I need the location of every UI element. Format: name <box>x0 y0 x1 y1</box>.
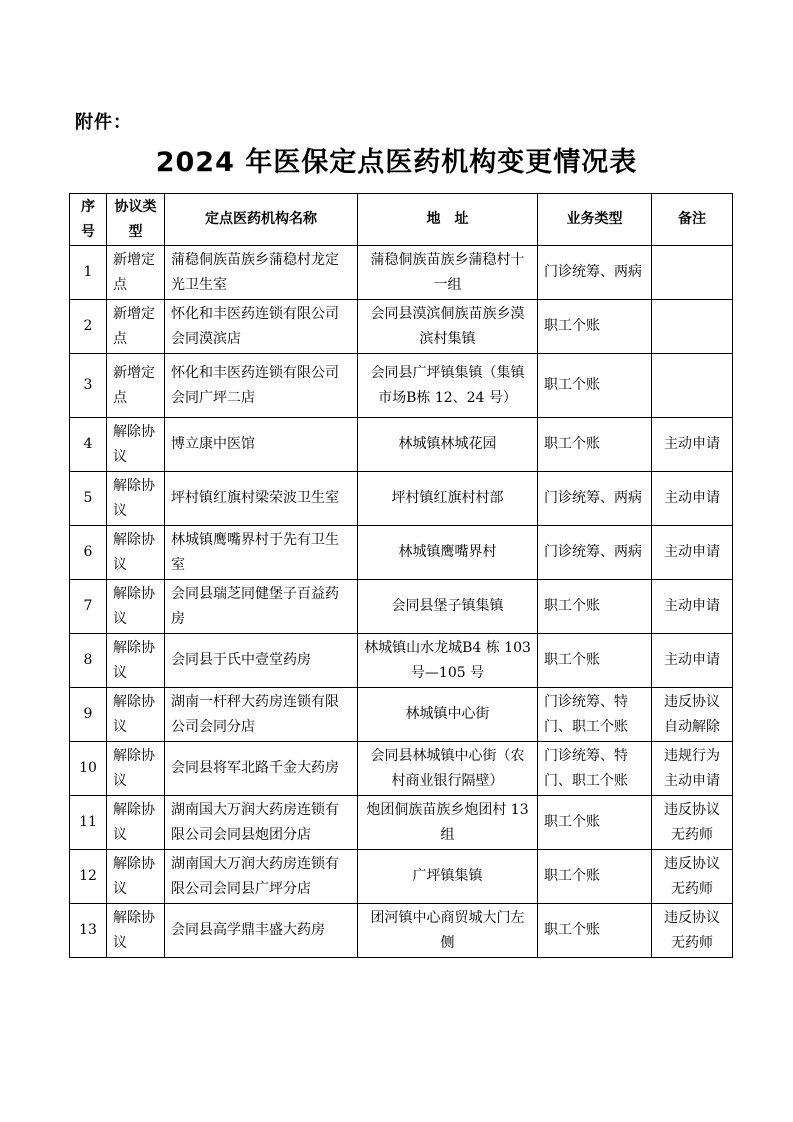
cell-no: 6 <box>70 526 107 580</box>
table-row <box>70 418 733 472</box>
cell-type: 解除协议 <box>107 580 165 634</box>
cell-no: 12 <box>70 850 107 904</box>
table-row <box>70 246 733 300</box>
cell-type: 解除协议 <box>107 634 165 688</box>
cell-name: 林城镇鹰嘴界村于先有卫生室 <box>165 526 358 580</box>
cell-business: 职工个账 <box>538 354 652 418</box>
table-row <box>70 300 733 354</box>
cell-name: 湖南国大万润大药房连锁有限公司会同县广坪分店 <box>165 850 358 904</box>
cell-business: 职工个账 <box>538 580 652 634</box>
cell-address: 林城镇中心街 <box>358 688 538 742</box>
cell-address: 团河镇中心商贸城大门左侧 <box>358 904 538 958</box>
header-remark: 备注 <box>652 194 733 246</box>
cell-address: 炮团侗族苗族乡炮团村 13 组 <box>358 796 538 850</box>
cell-name: 怀化和丰医药连锁有限公司会同漠滨店 <box>165 300 358 354</box>
cell-type: 解除协议 <box>107 850 165 904</box>
cell-remark <box>652 300 733 354</box>
attachment-label: 附件： <box>75 112 132 133</box>
cell-address: 林城镇林城花园 <box>358 418 538 472</box>
table-row <box>70 526 733 580</box>
header-address: 地 址 <box>358 194 538 246</box>
cell-name: 湖南国大万润大药房连锁有限公司会同县炮团分店 <box>165 796 358 850</box>
table-row <box>70 850 733 904</box>
cell-business: 门诊统筹、两病 <box>538 526 652 580</box>
cell-type: 解除协议 <box>107 742 165 796</box>
header-type: 协议类型 <box>107 194 165 246</box>
cell-no: 4 <box>70 418 107 472</box>
cell-no: 1 <box>70 246 107 300</box>
cell-business: 职工个账 <box>538 796 652 850</box>
table-row <box>70 742 733 796</box>
cell-remark: 违反协议无药师 <box>652 796 733 850</box>
cell-business: 职工个账 <box>538 904 652 958</box>
cell-business: 门诊统筹、特门、职工个账 <box>538 742 652 796</box>
table-row <box>70 688 733 742</box>
table-row <box>70 354 733 418</box>
cell-name: 湖南一杆秤大药房连锁有限公司会同分店 <box>165 688 358 742</box>
cell-address: 会同县广坪镇集镇（集镇市场B栋 12、24 号） <box>358 354 538 418</box>
header-business: 业务类型 <box>538 194 652 246</box>
cell-no: 13 <box>70 904 107 958</box>
cell-no: 9 <box>70 688 107 742</box>
cell-address: 广坪镇集镇 <box>358 850 538 904</box>
cell-name: 会同县于氏中壹堂药房 <box>165 634 358 688</box>
cell-name: 会同县高学鼎丰盛大药房 <box>165 904 358 958</box>
table-row <box>70 580 733 634</box>
cell-business: 职工个账 <box>538 634 652 688</box>
cell-type: 解除协议 <box>107 472 165 526</box>
cell-name: 博立康中医馆 <box>165 418 358 472</box>
cell-address: 蒲稳侗族苗族乡蒲稳村十一组 <box>358 246 538 300</box>
cell-no: 8 <box>70 634 107 688</box>
table-row <box>70 472 733 526</box>
cell-remark: 主动申请 <box>652 418 733 472</box>
cell-type: 新增定点 <box>107 246 165 300</box>
cell-no: 2 <box>70 300 107 354</box>
cell-remark: 主动申请 <box>652 580 733 634</box>
cell-no: 11 <box>70 796 107 850</box>
cell-type: 解除协议 <box>107 688 165 742</box>
cell-address: 会同县林城镇中心街（农村商业银行隔壁） <box>358 742 538 796</box>
cell-type: 解除协议 <box>107 796 165 850</box>
header-name: 定点医药机构名称 <box>165 194 358 246</box>
cell-remark: 违反协议无药师 <box>652 904 733 958</box>
table-row <box>70 904 733 958</box>
cell-remark: 主动申请 <box>652 526 733 580</box>
change-table <box>69 193 733 958</box>
cell-remark: 违反协议无药师 <box>652 850 733 904</box>
cell-remark: 主动申请 <box>652 634 733 688</box>
cell-business: 门诊统筹、特门、职工个账 <box>538 688 652 742</box>
cell-address: 林城镇鹰嘴界村 <box>358 526 538 580</box>
cell-business: 门诊统筹、两病 <box>538 472 652 526</box>
cell-type: 新增定点 <box>107 300 165 354</box>
cell-remark: 主动申请 <box>652 472 733 526</box>
table-row <box>70 796 733 850</box>
table-header-row <box>70 194 733 246</box>
cell-no: 3 <box>70 354 107 418</box>
cell-name: 会同县瑞芝同健堡子百益药房 <box>165 580 358 634</box>
cell-address: 会同县漠滨侗族苗族乡漠滨村集镇 <box>358 300 538 354</box>
cell-remark <box>652 354 733 418</box>
cell-business: 职工个账 <box>538 418 652 472</box>
table-row <box>70 634 733 688</box>
cell-name: 蒲稳侗族苗族乡蒲稳村龙定光卫生室 <box>165 246 358 300</box>
cell-type: 解除协议 <box>107 526 165 580</box>
cell-no: 7 <box>70 580 107 634</box>
cell-remark <box>652 246 733 300</box>
cell-business: 职工个账 <box>538 850 652 904</box>
cell-no: 10 <box>70 742 107 796</box>
cell-name: 坪村镇红旗村梁荣波卫生室 <box>165 472 358 526</box>
cell-business: 门诊统筹、两病 <box>538 246 652 300</box>
cell-address: 林城镇山水龙城B4 栋 103 号—105 号 <box>358 634 538 688</box>
header-no: 序号 <box>70 194 107 246</box>
cell-name: 会同县将军北路千金大药房 <box>165 742 358 796</box>
cell-type: 新增定点 <box>107 354 165 418</box>
cell-address: 坪村镇红旗村村部 <box>358 472 538 526</box>
cell-remark: 违反协议自动解除 <box>652 688 733 742</box>
cell-name: 怀化和丰医药连锁有限公司会同广坪二店 <box>165 354 358 418</box>
cell-type: 解除协议 <box>107 418 165 472</box>
cell-remark: 违规行为主动申请 <box>652 742 733 796</box>
document-title: 2024 年医保定点医药机构变更情况表 <box>155 147 638 178</box>
cell-business: 职工个账 <box>538 300 652 354</box>
cell-type: 解除协议 <box>107 904 165 958</box>
cell-no: 5 <box>70 472 107 526</box>
cell-address: 会同县堡子镇集镇 <box>358 580 538 634</box>
